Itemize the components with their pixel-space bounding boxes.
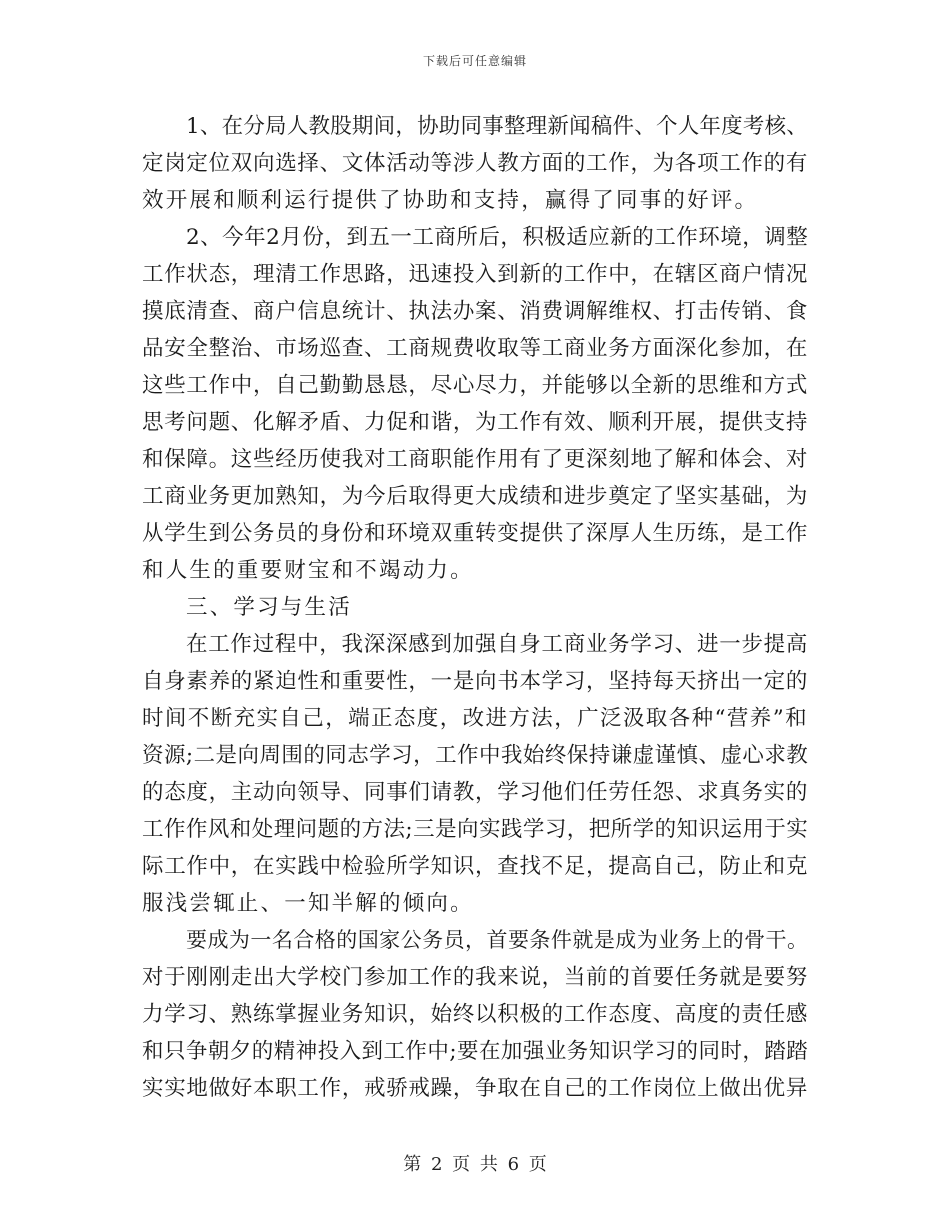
text-line: 定岗定位双向选择、文体活动等涉人教方面的工作，为各项工作的有	[142, 151, 808, 176]
text-line: 实实地做好本职工作，戒骄戒躁，争取在自己的工作岗位上做出优异	[142, 1076, 808, 1101]
text-line: 在工作过程中，我深深感到加强自身工商业务学习、进一步提高	[186, 632, 808, 657]
text-line: 从学生到公务员的身份和环境双重转变提供了深厚人生历练，是工作	[142, 521, 808, 546]
text-line: 际工作中，在实践中检验所学知识，查找不足，提高自己，防止和克	[142, 854, 808, 879]
text-line: 和只争朝夕的精神投入到工作中;要在加强业务知识学习的同时，踏踏	[142, 1039, 808, 1064]
text-line: 力学习、熟练掌握业务知识，始终以积极的工作态度、高度的责任感	[142, 1002, 808, 1027]
page-number-footer: 第 2 页 共 6 页	[403, 1154, 547, 1175]
text-line: 和保障。这些经历使我对工商职能作用有了更深刻地了解和体会、对	[142, 447, 808, 472]
text-line: 对于刚刚走出大学校门参加工作的我来说，当前的首要任务就是要努	[142, 965, 808, 990]
text-line: 时间不断充实自己，端正态度，改进方法，广泛汲取各种“营养”和	[142, 706, 808, 731]
document-body	[142, 108, 808, 1107]
text-line: 资源;二是向周围的同志学习，工作中我始终保持谦虚谨慎、虚心求教	[142, 743, 808, 768]
page-header: 下载后可任意编辑	[422, 54, 527, 68]
text-line: 要成为一名合格的国家公务员，首要条件就是成为业务上的骨干。	[186, 928, 808, 952]
section-heading: 三、学习与生活	[186, 595, 352, 620]
text-line: 工商业务更加熟知，为今后取得更大成绩和进步奠定了坚实基础，为	[142, 484, 808, 509]
text-line: 和人生的重要财宝和不竭动力。	[142, 558, 474, 583]
text-line: 摸底清查、商户信息统计、执法办案、消费调解维权、打击传销、食	[142, 299, 808, 324]
text-line: 思考问题、化解矛盾、力促和谐，为工作有效、顺利开展，提供支持	[142, 410, 808, 435]
text-line: 自身素养的紧迫性和重要性，一是向书本学习，坚持每天挤出一定的	[142, 669, 808, 694]
text-line: 1、在分局人教股期间，协助同事整理新闻稿件、个人年度考核、	[186, 114, 808, 139]
text-line: 这些工作中，自己勤勤恳恳，尽心尽力，并能够以全新的思维和方式	[142, 373, 808, 398]
text-line: 效开展和顺利运行提供了协助和支持，赢得了同事的好评。	[142, 188, 759, 213]
text-line: 工作作风和处理问题的方法;三是向实践学习，把所学的知识运用于实	[142, 817, 808, 842]
text-line: 的态度，主动向领导、同事们请教，学习他们任劳任怨、求真务实的	[142, 780, 808, 805]
text-line: 工作状态，理清工作思路，迅速投入到新的工作中，在辖区商户情况	[142, 262, 808, 287]
text-line: 品安全整治、市场巡查、工商规费收取等工商业务方面深化参加，在	[142, 336, 808, 361]
text-line: 服浅尝辄止、一知半解的倾向。	[142, 891, 474, 916]
text-line: 2、今年2月份，到五一工商所后，积极适应新的工作环境，调整	[186, 225, 808, 250]
